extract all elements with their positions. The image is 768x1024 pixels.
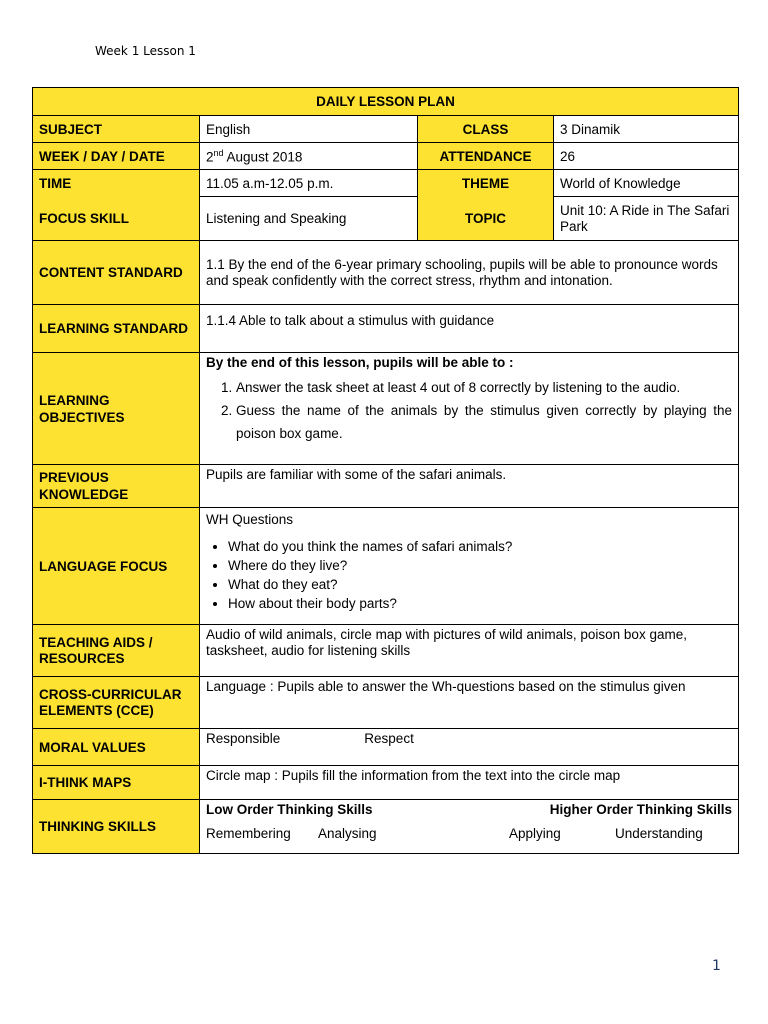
time-label: TIME xyxy=(33,170,200,197)
lesson-plan-table xyxy=(32,87,739,854)
ithink-maps-label: I-THINK MAPS xyxy=(33,766,200,800)
language-focus-heading: WH Questions xyxy=(206,512,294,527)
focus-skill-label: FOCUS SKILL xyxy=(33,197,200,241)
attendance-value: 26 xyxy=(554,143,739,170)
learning-objectives-label: LEARNING OBJECTIVES xyxy=(33,353,200,465)
topic-value: Unit 10: A Ride in The Safari Park xyxy=(554,197,739,241)
thinking-skills-label: THINKING SKILLS xyxy=(33,800,200,854)
topic-label: TOPIC xyxy=(418,197,554,241)
date-rest: August 2018 xyxy=(223,149,303,165)
week-day-date-value xyxy=(200,143,418,170)
thinking-skills-row xyxy=(33,800,739,854)
subject-value: English xyxy=(200,116,418,143)
date-row xyxy=(33,143,739,170)
question-item: • What do you think the names of safari animals? xyxy=(228,537,732,556)
cce-value: Language : Pupils able to answer the Wh-questions based on the stimulus given xyxy=(200,677,739,729)
thinking-skill-item: Understanding xyxy=(615,826,703,841)
focus-skill-value: Listening and Speaking xyxy=(200,197,418,241)
date-day: 2 xyxy=(206,149,214,165)
cce-label: CROSS-CURRICULAR ELEMENTS (CCE) xyxy=(33,677,200,729)
subject-row xyxy=(33,116,739,143)
thinking-skill-item: Remembering xyxy=(206,826,291,841)
language-focus-cell xyxy=(200,508,739,625)
ithink-maps-value: Circle map : Pupils fill the information from the text into the circle map xyxy=(200,766,739,800)
teaching-aids-label: TEACHING AIDS / RESOURCES xyxy=(33,625,200,677)
title-row xyxy=(33,88,739,116)
low-order-heading: Low Order Thinking Skills xyxy=(206,802,373,817)
learning-standard-value: 1.1.4 Able to talk about a stimulus with guidance xyxy=(200,305,739,353)
question-item: • What do they eat? xyxy=(228,575,732,594)
moral-value-item: Responsible xyxy=(206,731,281,746)
thinking-skills-headings xyxy=(206,802,732,817)
high-order-heading: Higher Order Thinking Skills xyxy=(549,802,733,817)
thinking-skills-items xyxy=(206,826,732,846)
question-item: • Where do they live? xyxy=(228,556,732,575)
objectives-list xyxy=(206,376,732,445)
thinking-skill-item: Analysing xyxy=(318,826,377,841)
objective-item: 1. Answer the task sheet at least 4 out of 8 correctly by listening to the audio. xyxy=(236,376,732,399)
moral-values-cell xyxy=(200,729,739,766)
focus-row xyxy=(33,197,739,241)
question-item: • How about their body parts? xyxy=(228,594,732,613)
learning-objectives-cell xyxy=(200,353,739,465)
date-suffix: nd xyxy=(213,147,224,158)
previous-knowledge-value: Pupils are familiar with some of the safari animals. xyxy=(200,465,739,508)
class-label: CLASS xyxy=(418,116,554,143)
theme-value: World of Knowledge xyxy=(554,170,739,197)
thinking-skill-item: Applying xyxy=(509,826,561,841)
attendance-label: ATTENDANCE xyxy=(418,143,554,170)
time-row xyxy=(33,170,739,197)
previous-knowledge-label: PREVIOUS KNOWLEDGE xyxy=(33,465,200,508)
moral-values-label: MORAL VALUES xyxy=(33,729,200,766)
week-day-date-label: WEEK / DAY / DATE xyxy=(33,143,200,170)
content-standard-label: CONTENT STANDARD xyxy=(33,241,200,305)
moral-values-row xyxy=(33,729,739,766)
learning-standard-row xyxy=(33,305,739,353)
page-number: 1 xyxy=(712,958,721,974)
language-focus-row xyxy=(33,508,739,625)
language-focus-label: LANGUAGE FOCUS xyxy=(33,508,200,625)
cce-row xyxy=(33,677,739,729)
moral-value-item: Respect xyxy=(364,731,414,746)
objectives-intro: By the end of this lesson, pupils will be able to : xyxy=(206,355,514,370)
learning-objectives-row xyxy=(33,353,739,465)
header-note: Week 1 Lesson 1 xyxy=(95,44,196,58)
table-title: DAILY LESSON PLAN xyxy=(33,88,739,116)
ithink-maps-row xyxy=(33,766,739,800)
question-list xyxy=(206,537,732,613)
learning-standard-label: LEARNING STANDARD xyxy=(33,305,200,353)
class-value: 3 Dinamik xyxy=(554,116,739,143)
content-standard-value: 1.1 By the end of the 6-year primary schooling, pupils will be able to pronounce words and speak confidently with the correct stress, rhythm and intonation. xyxy=(200,241,739,305)
time-value: 11.05 a.m-12.05 p.m. xyxy=(200,170,418,197)
theme-label: THEME xyxy=(418,170,554,197)
teaching-aids-value: Audio of wild animals, circle map with pictures of wild animals, poison box game, tasksheet, audio for listening skills xyxy=(200,625,739,677)
subject-label: SUBJECT xyxy=(33,116,200,143)
previous-knowledge-row xyxy=(33,465,739,508)
objective-item: 2. Guess the name of the animals by the stimulus given correctly by playing the poison box game. xyxy=(236,399,732,445)
thinking-skills-cell xyxy=(200,800,739,854)
teaching-aids-row xyxy=(33,625,739,677)
content-standard-row xyxy=(33,241,739,305)
